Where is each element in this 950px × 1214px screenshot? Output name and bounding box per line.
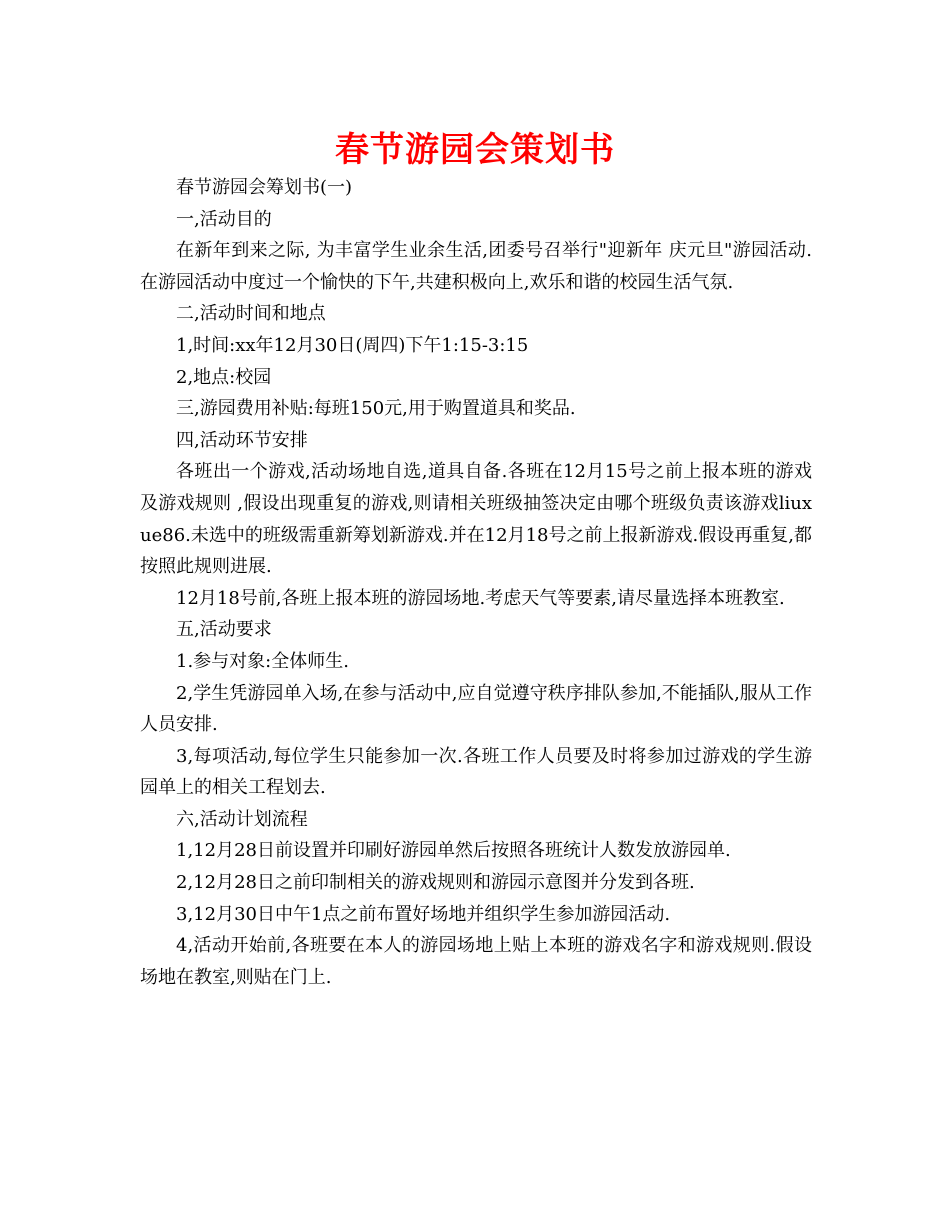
paragraph-time: 1,时间:xx年12月30日(周四)下午1:15-3:15 [176,334,529,356]
paragraph-place: 2,地点:校园 [176,366,272,388]
paragraph-requirement-3: 3,每项活动,每位学生只能参加一次.各班工作人员要及时将参加过游戏的学生游园单上的相关工程划去. [140,745,812,799]
paragraph-venue: 12月18号前,各班上报本班的游园场地.考虑天气等要素,请尽量选择本班教室. [176,587,785,609]
paragraph-process-2: 2,12月28日之前印制相关的游戏规则和游园示意图并分发到各班. [176,872,695,894]
document-title: 春节游园会策划书 [335,130,615,170]
heading-arrangement: 四,活动环节安排 [176,429,308,451]
paragraph-process-3: 3,12月30日中午1点之前布置好场地并组织学生参加游园活动. [176,903,671,925]
paragraph-process-1: 1,12月28日前设置并印刷好游园单然后按照各班统计人数发放游园单. [176,840,731,862]
paragraph-process-4: 4,活动开始前,各班要在本人的游园场地上贴上本班的游戏名字和游戏规则.假设场地在教室,则贴在门上. [140,935,812,988]
paragraph-requirement-1: 1.参与对象:全体师生. [176,650,349,672]
heading-process: 六,活动计划流程 [176,808,308,830]
heading-time-place: 二,活动时间和地点 [176,303,326,325]
paragraph-subsidy: 三,游园费用补贴:每班150元,用于购置道具和奖品. [176,398,576,420]
paragraph-subtitle: 春节游园会筹划书(一) [176,177,353,198]
heading-purpose: 一,活动目的 [176,208,272,230]
paragraph-requirement-2: 2,学生凭游园单入场,在参与活动中,应自觉遵守秩序排队参加,不能插队,服从工作人员安排. [140,682,812,736]
paragraph-purpose: 在新年到来之际, 为丰富学生业余生活,团委号召举行"迎新年 庆元旦"游园活动.在游园活动中度过一个愉快的下午,共建积极向上,欢乐和谐的校园生活气氛. [140,240,812,293]
paragraph-arrangement: 各班出一个游戏,活动场地自选,道具自备.各班在12月15号之前上报本班的游戏及游戏规则 ,假设出现重复的游戏,则请相关班级抽签决定由哪个班级负责该游戏liuxue86.未选中的班级需重新筹划新游戏.并在12月18号之前上报新游戏.假设再重复,都按照此规则进展. [140,461,812,578]
heading-requirements: 五,活动要求 [176,619,272,641]
document-body [140,172,812,993]
